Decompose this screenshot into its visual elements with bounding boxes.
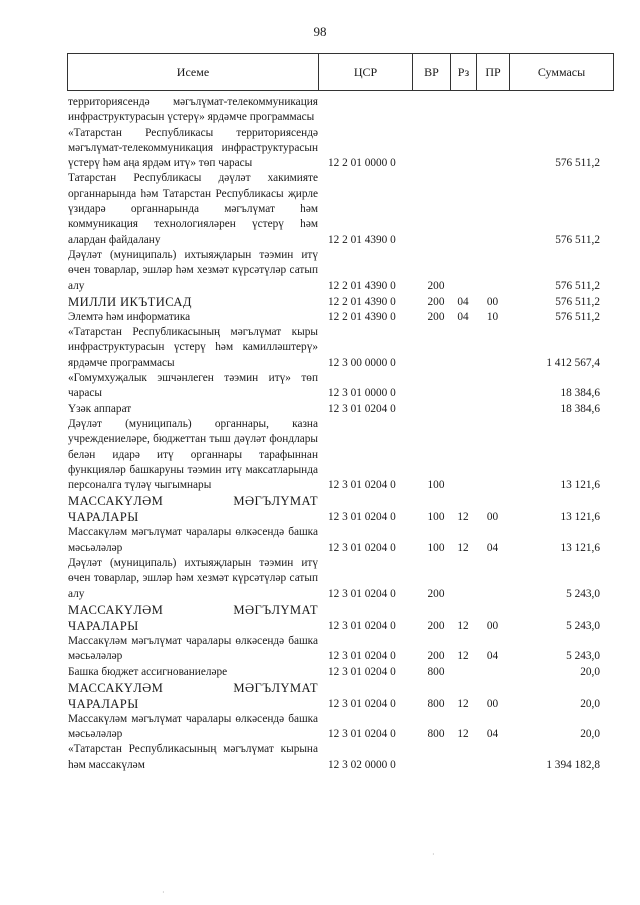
row-name: Элемтә һәм информатика — [68, 310, 191, 323]
row-sum: 5 243,0 — [566, 619, 600, 632]
row-sum: 13 121,6 — [560, 479, 600, 492]
row-csr: 12 2 01 0000 0 — [328, 157, 396, 170]
row-sum: 576 511,2 — [555, 295, 600, 308]
row-vr: 200 — [427, 619, 445, 632]
table-row — [68, 95, 614, 126]
row-name: Дәүләт (муниципаль) органнары, казна учреждениеләре, бюджеттан тыш дәүләт фондлары белән идарә итү органнары тарафыннан функцияләр башкаруны тәэмин итү максатларында персоналга түләү чыгымнары — [68, 417, 318, 492]
row-pr: 00 — [486, 511, 499, 524]
row-rz: 04 — [457, 310, 469, 323]
scan-speck: · — [162, 888, 165, 897]
scan-speck: · — [432, 850, 435, 859]
row-name: Дәүләт (муниципаль) ихтыяҗларын тәэмин итү өчен товарлар, эшләр һәм хезмәт күрсәтүләр сатып алу — [68, 248, 318, 292]
header-vr: ВР — [412, 54, 450, 90]
row-name: «Татарстан Республикасының мәгълүмат кыры инфраструктурасын үстерү һәм камилләштерү» ярдәмче программасы — [68, 326, 318, 369]
table-header — [67, 53, 614, 91]
row-vr: 100 — [427, 511, 445, 524]
row-pr: 04 — [486, 650, 499, 663]
table-row — [68, 402, 614, 417]
table-row — [68, 680, 614, 712]
row-sum: 576 511,2 — [555, 279, 600, 292]
table-row — [68, 126, 614, 172]
table-row — [68, 294, 614, 310]
row-sum: 576 511,2 — [555, 310, 600, 323]
row-csr: 12 2 01 4390 0 — [328, 233, 396, 246]
table-row — [68, 634, 614, 665]
row-rz: 12 — [457, 541, 469, 554]
table-row — [68, 371, 614, 402]
row-pr: 00 — [486, 697, 499, 710]
row-name: Башка бюджет ассигнованиеләре — [68, 665, 228, 678]
row-vr: 100 — [427, 541, 445, 554]
row-sum: 18 384,6 — [560, 402, 600, 415]
row-name: Татарстан Республикасы дәүләт хакимияте органнарында һәм Татарстан Республикасы җирле үзидарә органнарында мәгълүмат һәм коммуникация технологияләрен үстерү һәм алардан файдалану — [68, 172, 318, 246]
table-row — [68, 325, 614, 371]
row-csr: 12 2 01 4390 0 — [328, 295, 396, 308]
page-number: 98 — [313, 24, 327, 39]
row-sum: 576 511,2 — [555, 233, 600, 246]
row-name: МАССАКҮЛӘМ МӘГЪЛҮМАТ ЧАРАЛАРЫ — [68, 602, 318, 633]
row-sum: 18 384,6 — [560, 387, 600, 400]
header-sum: Суммасы — [509, 54, 613, 90]
table-row — [68, 602, 614, 634]
row-csr: 12 3 01 0204 0 — [328, 728, 396, 741]
row-vr: 200 — [427, 587, 445, 600]
row-sum: 20,0 — [580, 728, 600, 741]
header-pr: ПР — [476, 54, 509, 90]
table-row — [68, 417, 614, 493]
row-name: «Татарстан Республикасының мәгълүмат кырына һәм массакүләм — [68, 743, 318, 771]
row-vr: 800 — [427, 697, 445, 710]
row-sum: 20,0 — [580, 697, 600, 710]
row-vr: 200 — [427, 279, 445, 292]
row-csr: 12 3 02 0000 0 — [328, 758, 396, 771]
row-rz: 12 — [457, 619, 469, 632]
row-vr: 100 — [427, 479, 445, 492]
row-rz: 12 — [457, 511, 469, 524]
row-csr: 12 3 01 0204 0 — [328, 587, 396, 600]
table-row — [68, 171, 614, 247]
row-sum: 13 121,6 — [560, 541, 600, 554]
row-rz: 12 — [457, 650, 469, 663]
row-csr: 12 3 01 0204 0 — [328, 479, 396, 492]
row-csr: 12 3 01 0204 0 — [328, 697, 396, 710]
row-sum: 576 511,2 — [555, 157, 600, 170]
row-csr: 12 3 01 0204 0 — [328, 619, 396, 632]
row-name: МАССАКҮЛӘМ МӘГЪЛҮМАТ ЧАРАЛАРЫ — [68, 494, 318, 525]
row-csr: 12 3 01 0204 0 — [328, 511, 396, 524]
row-sum: 1 394 182,8 — [546, 758, 600, 771]
table-row — [68, 665, 614, 680]
row-sum: 5 243,0 — [566, 587, 600, 600]
header-rz: Рз — [450, 54, 476, 90]
row-name: «Гомумхуҗалык эшчәнлеген тәэмин итү» төп чарасы — [68, 372, 318, 400]
row-name: МАССАКҮЛӘМ МӘГЪЛҮМАТ ЧАРАЛАРЫ — [68, 680, 318, 711]
row-vr: 200 — [427, 295, 445, 308]
header-name: Исеме — [176, 64, 210, 79]
row-pr: 00 — [486, 295, 499, 308]
row-name: «Татарстан Республикасы территориясендә мәгълүмат-телекоммуникация инфраструктурасын үстерү һәм аңа ярдәм итү» төп чарасы — [68, 126, 318, 170]
row-sum: 20,0 — [580, 665, 600, 678]
row-name: Дәүләт (муниципаль) ихтыяҗларын тәэмин итү өчен товарлар, эшләр һәм хезмәт күрсәтүләр сатып алу — [68, 557, 318, 600]
row-csr: 12 3 00 0000 0 — [328, 356, 396, 369]
header-csr: ЦСР — [318, 54, 412, 90]
table-row — [68, 525, 614, 556]
row-sum: 5 243,0 — [566, 650, 600, 663]
row-pr: 04 — [486, 728, 499, 741]
row-name: Массакүләм мәгълүмат чаралары өлкәсендә башка мәсьәләләр — [68, 712, 318, 741]
row-csr: 12 2 01 4390 0 — [328, 310, 396, 323]
row-csr: 12 3 01 0204 0 — [328, 541, 396, 554]
row-name: Үзәк аппарат — [68, 402, 132, 415]
row-pr: 10 — [486, 310, 499, 323]
row-rz: 04 — [457, 295, 469, 308]
row-csr: 12 3 01 0000 0 — [328, 387, 396, 400]
row-vr: 800 — [427, 665, 445, 678]
row-name: Массакүләм мәгълүмат чаралары өлкәсендә башка мәсьәләләр — [68, 526, 318, 554]
table-row — [68, 310, 614, 325]
table-row — [68, 556, 614, 602]
table-body — [68, 95, 614, 773]
table-row — [68, 742, 614, 773]
row-rz: 12 — [457, 728, 469, 741]
table-row — [68, 493, 614, 525]
row-csr: 12 2 01 4390 0 — [328, 279, 396, 292]
row-vr: 200 — [427, 650, 445, 663]
row-vr: 800 — [427, 728, 445, 741]
row-pr: 00 — [486, 619, 499, 632]
row-csr: 12 3 01 0204 0 — [328, 665, 396, 678]
row-name: МИЛЛИ ИКЪТИСАД — [68, 294, 192, 309]
row-csr: 12 3 01 0204 0 — [328, 402, 396, 415]
row-name: Массакүләм мәгълүмат чаралары өлкәсендә башка мәсьәләләр — [68, 634, 318, 663]
row-csr: 12 3 01 0204 0 — [328, 650, 396, 663]
row-sum: 1 412 567,4 — [546, 356, 600, 369]
row-pr: 04 — [486, 541, 499, 554]
row-sum: 13 121,6 — [560, 511, 600, 524]
row-name: территориясендә мәгълүмат-телекоммуникация инфраструктурасын үстерү» ярдәмче программасы — [68, 96, 318, 124]
table-row — [68, 712, 614, 743]
row-rz: 12 — [457, 697, 469, 710]
table-row — [68, 248, 614, 294]
row-vr: 200 — [427, 310, 445, 323]
